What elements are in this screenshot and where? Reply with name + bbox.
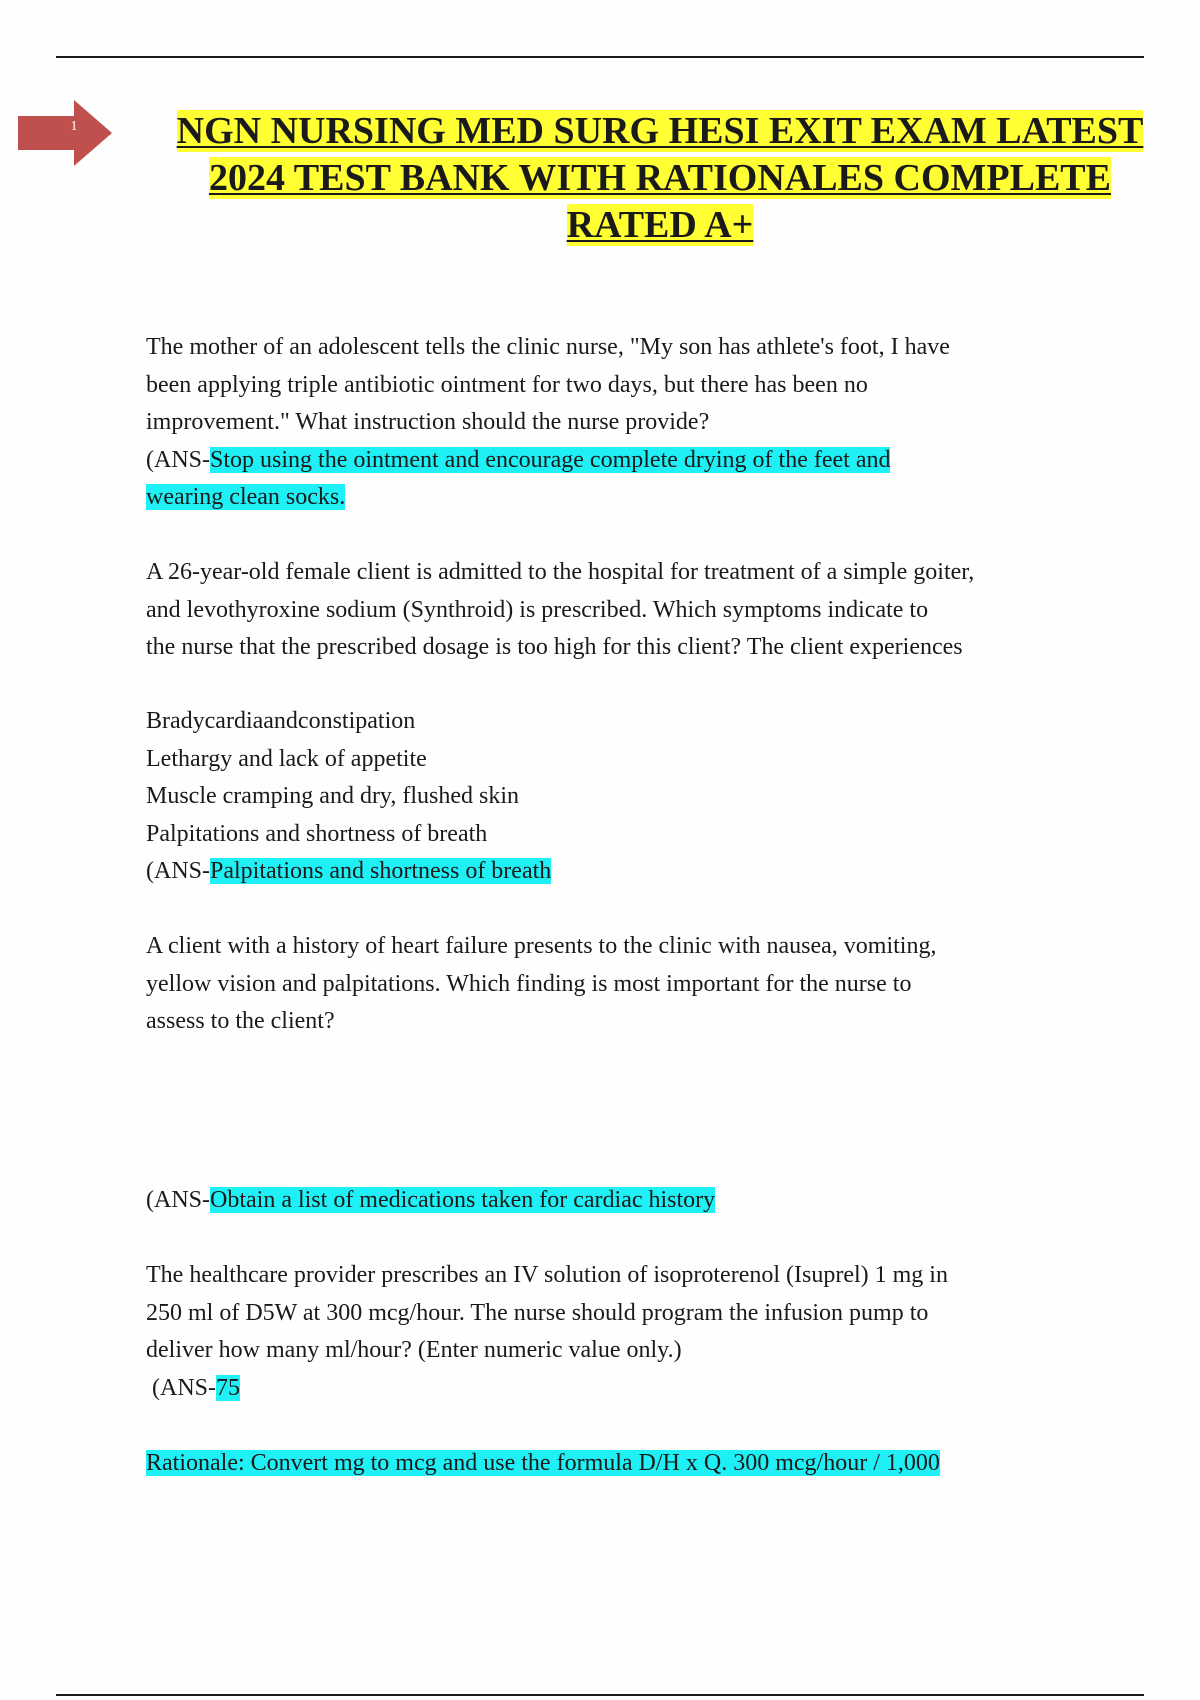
answer-option: Lethargy and lack of appetite xyxy=(146,745,427,772)
answer-text: Stop using the ointment and encourage complete drying of the feet and xyxy=(210,446,891,473)
question-3-answer xyxy=(146,1182,1106,1220)
rationale-line xyxy=(146,1445,1106,1483)
answer-option: Bradycardiaandconstipation xyxy=(146,708,416,734)
question-2 xyxy=(146,554,1106,667)
title-line: RATED A+ xyxy=(566,204,754,246)
question-text: yellow vision and palpitations. Which finding is most important for the nurse to xyxy=(146,970,912,997)
answer-text: wearing clean socks. xyxy=(146,484,346,510)
answer-prefix: (ANS- xyxy=(152,1374,216,1401)
answer-line xyxy=(146,442,1106,480)
title-line: 2024 TEST BANK WITH RATIONALES COMPLETE xyxy=(208,157,1112,199)
question-3 xyxy=(146,928,1106,1041)
question-text: A 26-year-old female client is admitted to the hospital for treatment of a simple goiter, xyxy=(146,559,975,585)
question-4-rationale xyxy=(146,1445,1106,1483)
top-rule xyxy=(56,56,1144,58)
question-2-options xyxy=(146,703,1106,891)
question-text: improvement." What instruction should the nurse provide? xyxy=(146,409,710,435)
question-text: The healthcare provider prescribes an IV solution of isoproterenol (Isuprel) 1 mg in xyxy=(146,1262,948,1288)
title-line: NGN NURSING MED SURG HESI EXIT EXAM LATEST xyxy=(176,110,1144,152)
question-text: and levothyroxine sodium (Synthroid) is prescribed. Which symptoms indicate to xyxy=(146,596,929,623)
answer-text: Palpitations and shortness of breath xyxy=(210,858,552,884)
answer-prefix: (ANS- xyxy=(146,1187,210,1213)
answer-text: Obtain a list of medications taken for cardiac history xyxy=(210,1187,716,1213)
question-1 xyxy=(146,329,1106,517)
answer-line xyxy=(146,853,1106,891)
question-text: The mother of an adolescent tells the clinic nurse, "My son has athlete's foot, I have xyxy=(146,334,950,360)
bottom-rule xyxy=(56,1694,1144,1696)
page-number: 1 xyxy=(70,119,78,134)
question-text: assess to the client? xyxy=(146,1008,335,1034)
answer-option: Muscle cramping and dry, flushed skin xyxy=(146,783,520,809)
rationale-text: Rationale: Convert mg to mcg and use the formula D/H x Q. 300 mcg/hour / 1,000 xyxy=(146,1450,940,1476)
answer-line xyxy=(146,1182,1106,1220)
question-text: been applying triple antibiotic ointment for two days, but there has been no xyxy=(146,371,868,398)
question-text: 250 ml of D5W at 300 mcg/hour. The nurse should program the infusion pump to xyxy=(146,1299,929,1326)
answer-line xyxy=(146,479,1106,517)
page-arrow-icon xyxy=(18,100,112,166)
answer-option: Palpitations and shortness of breath xyxy=(146,820,488,847)
document-title xyxy=(140,108,1180,249)
question-text: the nurse that the prescribed dosage is too high for this client? The client experiences xyxy=(146,634,963,660)
question-4 xyxy=(146,1257,1106,1407)
answer-text: 75 xyxy=(216,1374,240,1401)
answer-prefix: (ANS- xyxy=(146,858,210,884)
question-text: deliver how many ml/hour? (Enter numeric value only.) xyxy=(146,1337,682,1363)
answer-prefix: (ANS- xyxy=(146,446,210,473)
answer-line xyxy=(146,1370,1106,1408)
question-text: A client with a history of heart failure presents to the clinic with nausea, vomiting, xyxy=(146,933,937,959)
